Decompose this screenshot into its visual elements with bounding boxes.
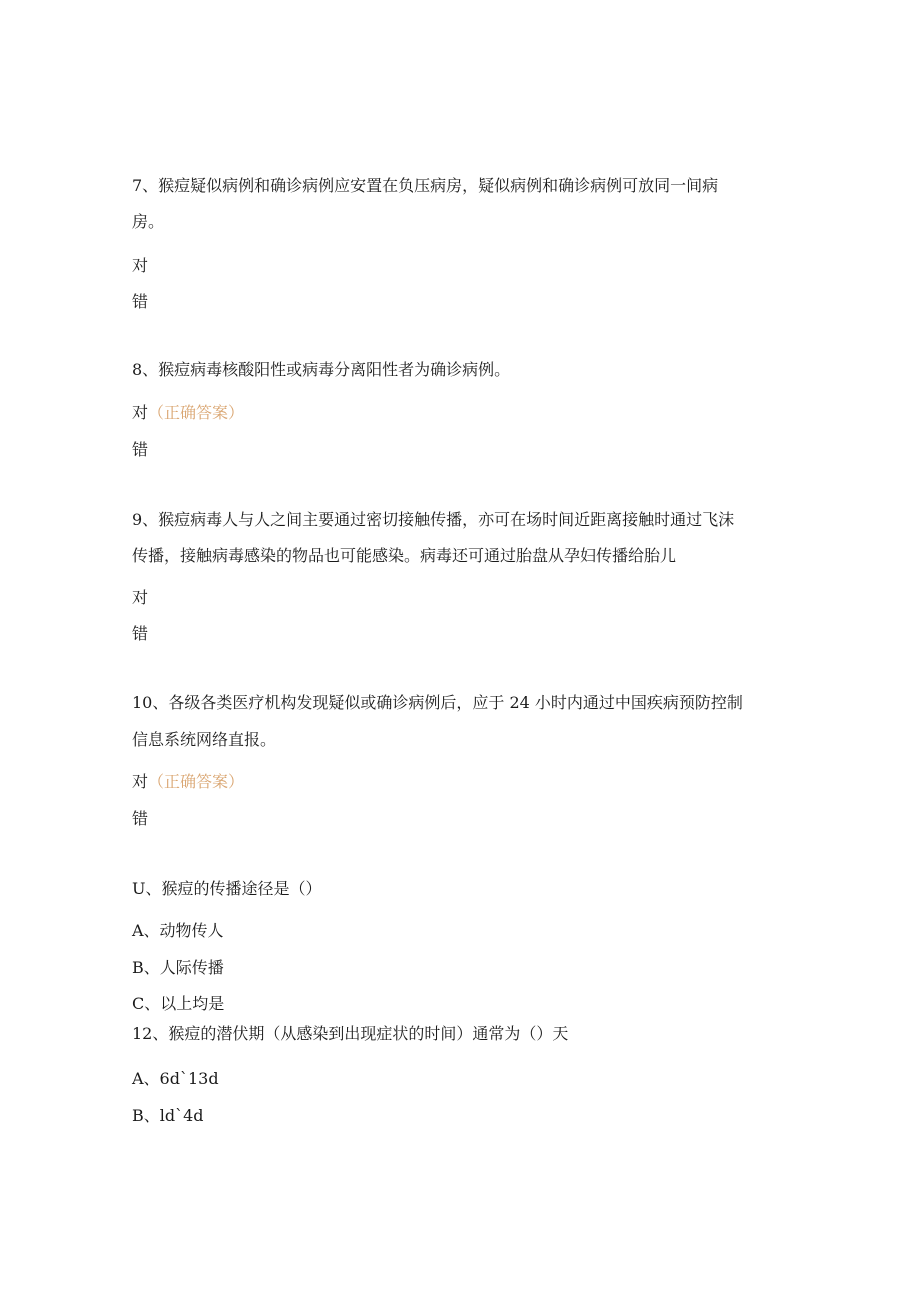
question-9-option-true[interactable]: 对	[132, 588, 149, 607]
question-7-option-true[interactable]: 对	[132, 256, 149, 275]
question-12-option-a[interactable]: A、6d`13d	[132, 1069, 219, 1088]
question-8-option-false[interactable]: 错	[132, 440, 149, 459]
question-11-option-b[interactable]: B、人际传播	[132, 958, 224, 977]
question-8-text: 8、猴痘病毒核酸阳性或病毒分离阳性者为确诊病例。	[132, 360, 511, 379]
question-10-option-true[interactable]: 对	[132, 772, 149, 791]
question-10-text-line2: 信息系统网络直报。	[132, 730, 277, 749]
question-9-option-false[interactable]: 错	[132, 624, 149, 643]
question-7-option-false[interactable]: 错	[132, 292, 149, 311]
question-10-answer-hint: （正确答案）	[148, 772, 245, 791]
question-9-text-line1: 9、猴痘病毒人与人之间主要通过密切接触传播，亦可在场时间近距离接触时通过飞沫	[132, 510, 735, 529]
question-8-answer-hint: （正确答案）	[148, 403, 245, 422]
question-7-text-line2: 房。	[132, 212, 165, 231]
question-10-text-line1: 10、各级各类医疗机构发现疑似或确诊病例后，应于 24 小时内通过中国疾病预防控制	[132, 693, 743, 712]
question-10-option-false[interactable]: 错	[132, 809, 149, 828]
question-11-option-c[interactable]: C、以上均是	[132, 994, 225, 1013]
question-12-option-b[interactable]: B、ld`4d	[132, 1106, 204, 1125]
question-12-text: 12、猴痘的潜伏期（从感染到出现症状的时间）通常为（）天	[132, 1024, 569, 1043]
question-7-text-line1: 7、猴痘疑似病例和确诊病例应安置在负压病房，疑似病例和确诊病例可放同一间病	[132, 176, 719, 195]
question-11-text: U、猴痘的传播途径是（）	[132, 879, 322, 898]
question-8-option-true[interactable]: 对	[132, 403, 149, 422]
question-11-option-a[interactable]: A、动物传人	[132, 921, 224, 940]
question-10-option-true-row[interactable]	[132, 772, 244, 792]
question-9-text-line2: 传播，接触病毒感染的物品也可能感染。病毒还可通过胎盘从孕妇传播给胎儿	[132, 546, 677, 565]
question-8-option-true-row[interactable]	[132, 403, 244, 423]
